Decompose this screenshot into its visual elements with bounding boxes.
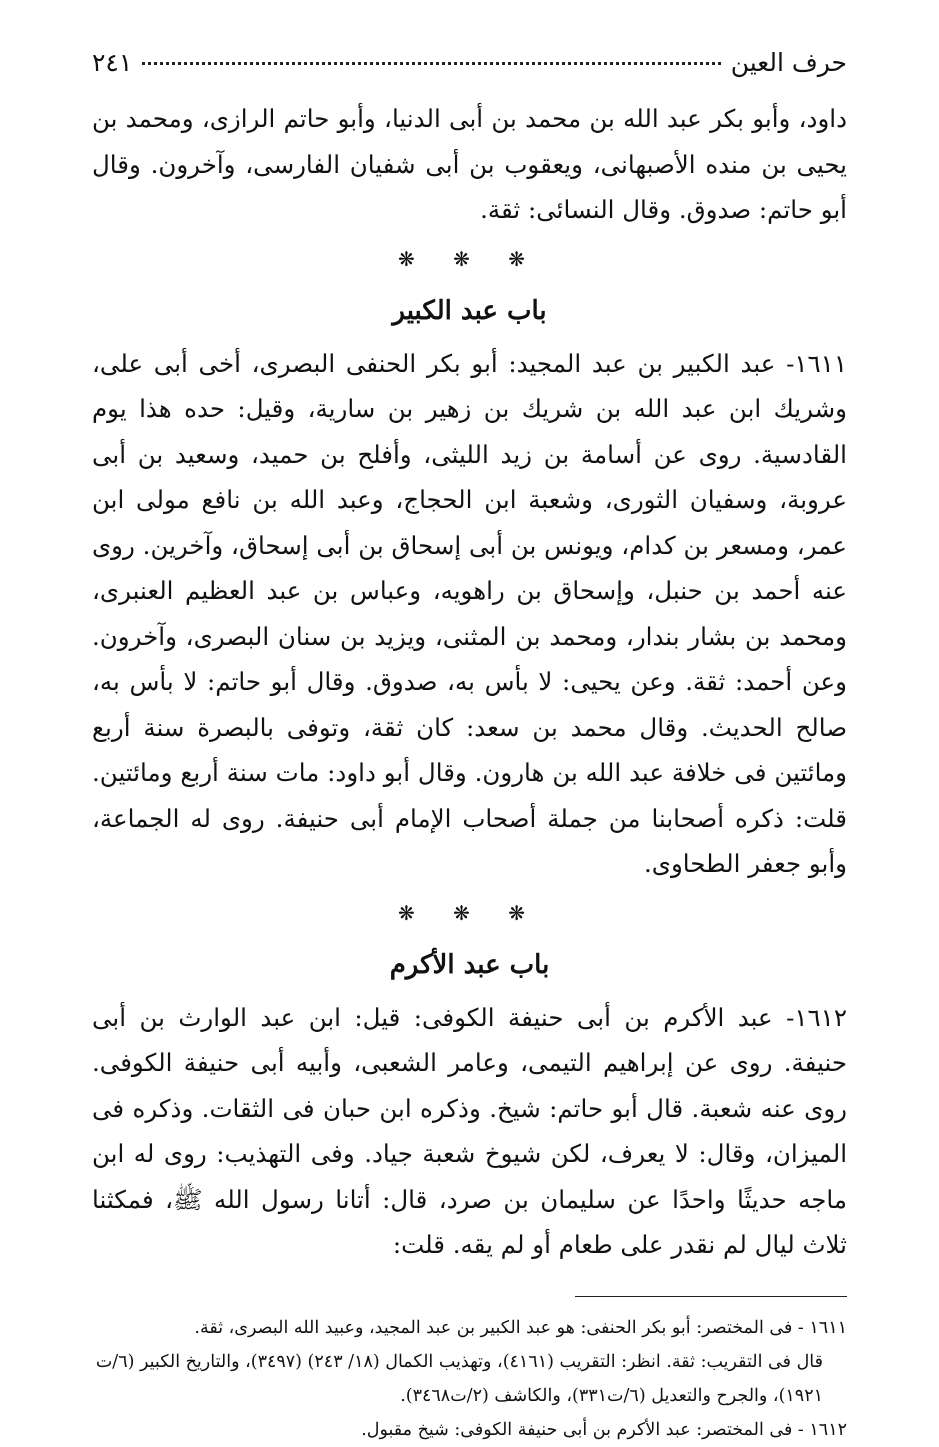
leader-dots [142, 62, 720, 65]
footnote-1611-continued-2: ١٩٢١)، والجرح والتعديل (٦/ت٣٣١)، والكاشف (٢/ت٣٤٦٨). [400, 1385, 823, 1406]
separator-stars-1: ❋ ❋ ❋ [398, 246, 541, 271]
intro-paragraph: داود، وأبو بكر عبد الله بن محمد بن أبى الدنيا، وأبو حاتم الرازى، ومحمد بن يحيى بن منده الأصبهانى، ويعقوب بن أبى شفيان الفارسى، وآخرون. وقال أبو حاتم: صدوق. وقال النسائى: ثقة. [92, 104, 847, 224]
footnote-1611: ١٦١١ - فى المختصر: أبو بكر الحنفى: هو عبد الكبير بن عبد المجيد، وعبيد الله البصرى، ثقة. [194, 1317, 847, 1338]
entry-1612: ١٦١٢- عبد الأكرم بن أبى حنيفة الكوفى: قيل: ابن عبد الوارث بن أبى حنيفة. روى عن إبراهيم التيمى، وعامر الشعبى، وأبيه أبى حنيفة الكوفى. روى عنه شعبة. قال أبو حاتم: شيخ. وذكره ابن حبان فى الثقات. وذكره فى الميزان، وقال: لا يعرف، لكن شيوخ شعبة جياد. وفى التهذيب: روى له ابن ماجه حديثًا واحدًا عن سليمان بن صرد، قال: أتانا رسول الله ﷺ، فمكثنا ثلاث ليال لم نقدر على طعام أو لم يقه. قلت: [92, 1002, 847, 1259]
page-header [92, 48, 847, 88]
running-title: حرف العين [730, 48, 847, 77]
footnote-divider [575, 1296, 847, 1297]
footnote-1611-continued: قال فى التقريب: ثقة. انظر: التقريب (٤١٦١)، وتهذيب الكمال (١٨/ ٢٤٣) (٣٤٩٧)، والتاريخ الكبير (٦/ت [95, 1351, 823, 1372]
separator-stars-2: ❋ ❋ ❋ [398, 900, 541, 925]
section-title-abd-al-kabir: باب عبد الكبير [392, 295, 547, 326]
section-title-abd-al-akram: باب عبد الأكرم [389, 949, 550, 980]
page-number: ٢٤١ [92, 48, 133, 77]
entry-1611: ١٦١١- عبد الكبير بن عبد المجيد: أبو بكر الحنفى البصرى، أخى أبى على، وشريك ابن عبد الله بن شريك بن زهير بن سارية، وقيل: حده هذا يوم القادسية. روى عن أسامة بن زيد الليثى، وأفلح بن حميد، وسعيد بن أبى عروبة، وسفيان الثورى، وشعبة ابن الحجاج، وعبد الله بن نافع مولى ابن عمر، ومسعر بن كدام، ويونس بن أبى إسحاق بن أبى إسحاق، وآخرين. روى عنه أحمد بن حنبل، وإسحاق بن راهويه، وعباس بن عبد العظيم العنبرى، ومحمد بن بشار بندار، ومحمد بن المثنى، ويزيد بن سنان البصرى، وآخرون. وعن أحمد: ثقة. وعن يحيى: لا بأس به، صدوق. وقال أبو حاتم: لا بأس به، صالح الحديث. وقال محمد بن سعد: كان ثقة، وتوفى بالبصرة سنة أربع ومائتين فى خلافة عبد الله بن هارون. وقال أبو داود: مات سنة أربع ومائتين. قلت: ذكره أصحابنا من جملة أصحاب الإمام أبى حنيفة. روى له الجماعة، وأبو جعفر الطحاوى. [92, 348, 847, 878]
footnote-1612: ١٦١٢ - فى المختصر: عبد الأكرم بن أبى حنيفة الكوفى: شيخ مقبول. [361, 1419, 847, 1440]
